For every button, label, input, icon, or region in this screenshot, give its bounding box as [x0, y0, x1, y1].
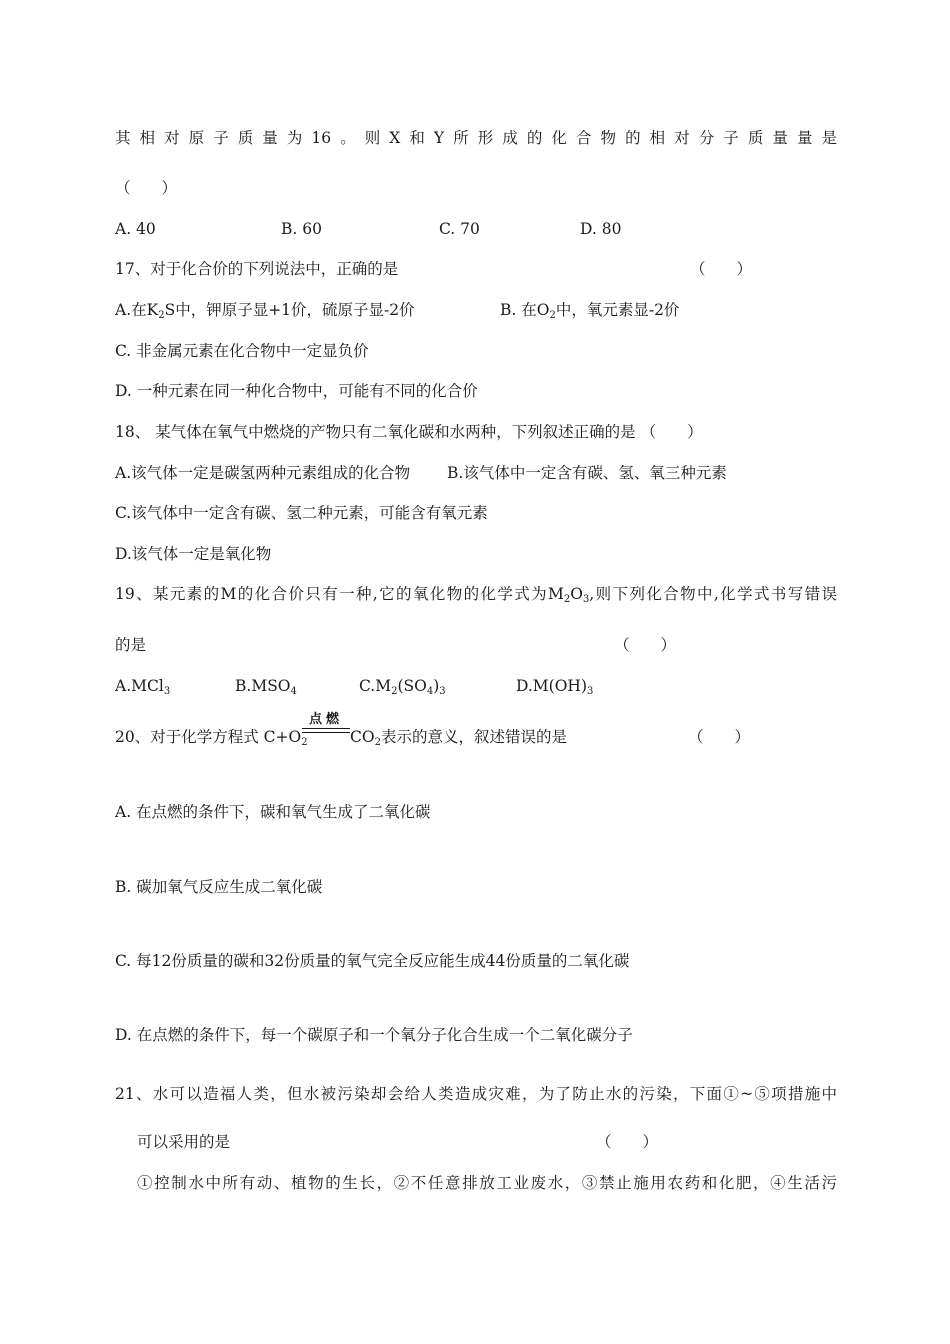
q18-option-b: B.该气体中一定含有碳、氢、氧三种元素 [447, 464, 727, 482]
q18-option-a: A.该气体一定是碳氢两种元素组成的化合物 [115, 464, 411, 482]
q20-option-a: A. 在点燃的条件下，碳和氧气生成了二氧化碳 [115, 803, 431, 821]
q20-answer-paren: （ ） [688, 728, 751, 746]
q16-continuation: 其相对原子质量为16。则X和Y所形成的化合物的相对分子质量量是 [115, 129, 837, 147]
q16-option-b: B. 60 [281, 220, 322, 238]
q17-option-a: A.在$K_2S$中，钾原子显+1价，硫原子显-2价 [115, 301, 415, 321]
q18-option-d: D.该气体一定是氧化物 [115, 545, 272, 563]
q16-option-d: D. 80 [580, 220, 622, 238]
q19-option-b: $B.MSO_4$ [235, 677, 297, 697]
q19-stem: 19、某元素的M的化合价只有一种,它的氧化物的化学式为$M_2O_3$,则下列化合物中,化学式书写错误 [115, 585, 837, 605]
q16-answer-paren: （ ） [115, 179, 178, 197]
q16-option-a: A. 40 [115, 220, 156, 238]
q21-stem: 21、水可以造福人类，但水被污染却会给人类造成灾难，为了防止水的污染，下面①~⑤项措施中 [115, 1085, 837, 1103]
equation-line-top [302, 728, 350, 729]
q20-option-d: D. 在点燃的条件下，每一个碳原子和一个氧分子化合生成一个二氧化碳分子 [115, 1026, 633, 1044]
q20-option-c: C. 每12份质量的碳和32份质量的氧气完全反应能生成44份质量的二氧化碳 [115, 952, 630, 970]
q17-option-d: D. 一种元素在同一种化合物中，可能有不同的化合价 [115, 382, 478, 400]
q19-option-d: $D.M(OH)_3$ [516, 677, 594, 697]
q17-option-b: B. 在$O_2$中，氧元素显-2价 [500, 301, 680, 321]
q19-option-a: A.MCl$_3$ [115, 677, 171, 697]
q20-stem-left: 20、对于化学方程式 $C+O_2$ [115, 728, 308, 748]
q19-answer-paren: （ ） [614, 636, 677, 654]
q18-option-c: C.该气体中一定含有碳、氢二种元素，可能含有氧元素 [115, 504, 488, 522]
q20-option-b: B. 碳加氧气反应生成二氧化碳 [115, 878, 323, 896]
q17-option-c: C. 非金属元素在化合物中一定显负价 [115, 342, 369, 360]
q17-stem: 17、对于化合价的下列说法中，正确的是 [115, 260, 399, 278]
q19-option-c: $C.M_2(SO_4)_3$ [359, 677, 446, 697]
q20-stem-right: $CO_2$表示的意义，叙述错误的是 [350, 728, 567, 748]
q21-answer-paren: （ ） [596, 1133, 659, 1151]
q16-option-c: C. 70 [439, 220, 480, 238]
q21-stem-line2: 可以采用的是 [137, 1133, 231, 1151]
q19-stem-line2: 的是 [115, 636, 147, 654]
q17-answer-paren: （ ） [690, 260, 753, 278]
q21-measures: ①控制水中所有动、植物的生长，②不任意排放工业废水，③禁止施用农药和化肥，④生活污 [137, 1174, 837, 1192]
reaction-condition: 点燃 [308, 712, 343, 727]
q18-stem: 18、 某气体在氧气中燃烧的产物只有二氧化碳和水两种，下列叙述正确的是 （ ） [115, 423, 703, 441]
equation-line-bottom [302, 732, 350, 733]
